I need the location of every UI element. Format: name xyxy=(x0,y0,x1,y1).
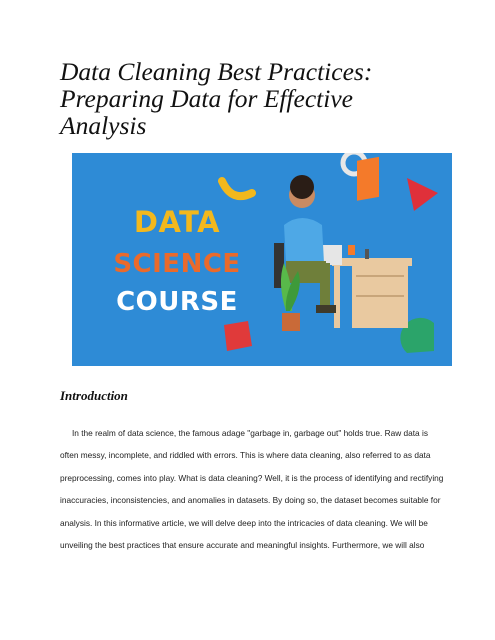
person-shirt xyxy=(284,218,324,263)
banner-text-data: DATA xyxy=(133,205,221,239)
section-heading: Introduction xyxy=(60,388,128,403)
paragraph-line: In the realm of data science, the famous adage "garbage in, garbage out" holds true. Raw data is xyxy=(72,428,428,438)
paragraph-line: preprocessing, comes into play. What is data cleaning? Well, it is the process of identifying and rectifying xyxy=(60,472,444,483)
title-line-3: Analysis xyxy=(60,111,147,140)
paragraph-line: unveiling the best practices that ensure accurate and meaningful insights. Furthermore, we will also xyxy=(60,539,425,550)
data-science-course-banner-image xyxy=(72,153,452,366)
monitor xyxy=(357,157,379,201)
yellow-arc-shape xyxy=(222,181,252,196)
introduction-paragraph xyxy=(60,428,450,562)
paragraph-line: analysis. In this informative article, we will delve deep into the intricacies of data cleaning. We will be xyxy=(60,517,428,528)
banner-text-science: SCIENCE xyxy=(113,249,241,279)
title-line-1: Data Cleaning Best Practices: xyxy=(60,57,373,86)
red-triangle-shape xyxy=(407,178,438,211)
desk-top xyxy=(332,258,412,266)
paragraph-line: often messy, incomplete, and riddled with errors. This is where data cleaning, also referred to as data xyxy=(60,450,431,461)
title-line-2: Preparing Data for Effective xyxy=(60,84,353,113)
mug xyxy=(348,245,355,255)
red-cube-shape xyxy=(224,321,252,351)
document-title xyxy=(60,58,460,139)
banner-text-course: COURSE xyxy=(116,287,238,317)
plant-pot xyxy=(282,313,300,331)
paragraph-line: inaccuracies, inconsistencies, and anomalies in datasets. By doing so, the dataset becomes suitable for xyxy=(60,495,441,506)
